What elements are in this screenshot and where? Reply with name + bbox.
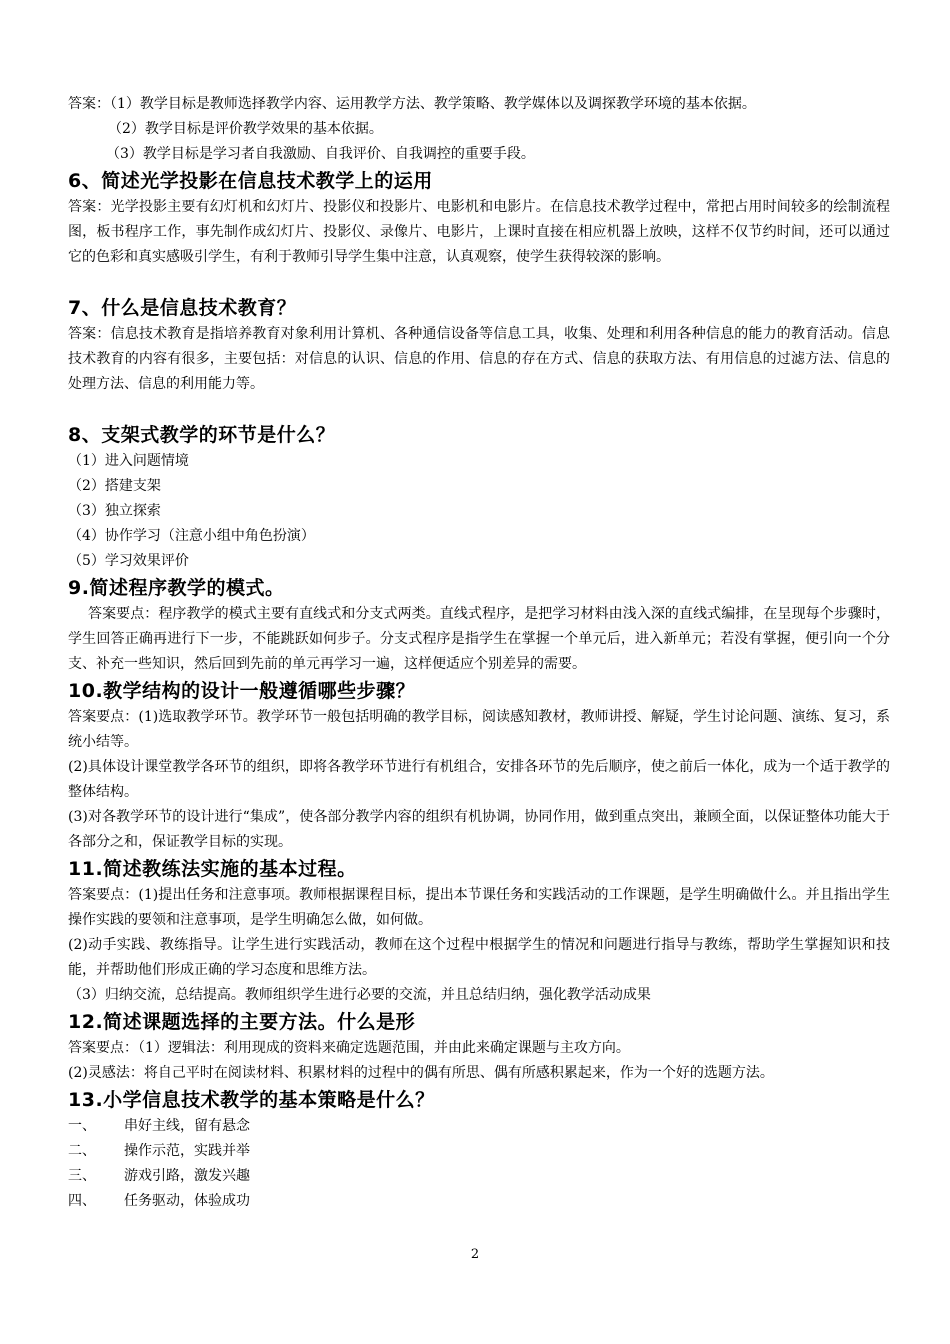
list-item <box>68 1164 890 1189</box>
answer-paragraph: 答案要点：（1）逻辑法：利用现成的资料来确定选题范围，并由此来确定课题与主攻方向。 <box>68 1040 630 1056</box>
question-heading: 12.简述课题选择的主要方法。什么是形 <box>68 1011 416 1033</box>
answer-paragraph: (2)灵感法：将自己平时在阅读材料、积累材料的过程中的偶有所思、偶有所感积累起来，作为一个好的选题方法。 <box>68 1065 774 1081</box>
list-number: 一、 <box>68 1118 96 1134</box>
answer-paragraph: 答案要点：(1)选取教学环节。教学环节一般包括明确的教学目标，阅读感知教材，教师讲授、解疑，学生讨论问题、演练、复习，系统小结等。 <box>68 709 890 750</box>
answer-paragraph: (3)对各教学环节的设计进行“集成”，使各部分教学内容的组织有机协调，协同作用，做到重点突出，兼顾全面，以保证整体功能大于各部分之和，保证教学目标的实现。 <box>68 809 890 850</box>
list-number: 四、 <box>68 1193 96 1209</box>
page-number: 2 <box>470 1247 480 1262</box>
question-heading: 7、什么是信息技术教育？ <box>68 297 297 319</box>
question-heading: 11.简述教练法实施的基本过程。 <box>68 858 357 880</box>
answer-paragraph: 答案要点：(1)提出任务和注意事项。教师根据课程目标，提出本节课任务和实践活动的工作课题，是学生明确做什么。并且指出学生操作实践的要领和注意事项，是学生明确怎么做，如何做。 <box>68 887 890 928</box>
question-heading: 10.教学结构的设计一般遵循哪些步骤？ <box>68 680 416 702</box>
answer-line: （2）教学目标是评价教学效果的基本依据。 <box>108 121 383 137</box>
answer-line: 答案：（1）教学目标是教师选择教学内容、运用教学方法、教学策略、教学媒体以及调探教学环境的基本依据。 <box>68 96 756 112</box>
list-item: （1）进入问题情境 <box>68 453 189 469</box>
list-item <box>68 1189 890 1214</box>
list-item: （3）独立探索 <box>68 503 161 519</box>
question-heading: 9.简述程序教学的模式。 <box>68 577 285 599</box>
list-item: （2）搭建支架 <box>68 478 161 494</box>
document-page <box>68 92 890 1214</box>
list-text: 操作示范，实践并举 <box>124 1143 250 1159</box>
list-number: 二、 <box>68 1143 96 1159</box>
question-heading: 13.小学信息技术教学的基本策略是什么？ <box>68 1089 435 1111</box>
answer-paragraph: 答案要点：程序教学的模式主要有直线式和分支式两类。直线式程序，是把学习材料由浅入深的直线式编排，在呈现每个步骤时，学生回答正确再进行下一步，不能跳跃如何步子。分支式程序是指学生在掌握一个单元后，进入新单元；若没有掌握，便引向一个分支、补充一些知识，然后回到先前的单元再学习一遍，这样便适应个别差异的需要。 <box>68 606 890 672</box>
list-text: 游戏引路，激发兴趣 <box>124 1168 250 1184</box>
list-item: （5）学习效果评价 <box>68 553 189 569</box>
answer-paragraph: (2)动手实践、教练指导。让学生进行实践活动，教师在这个过程中根据学生的情况和问题进行指导与教练，帮助学生掌握知识和技能，并帮助他们形成正确的学习态度和思维方法。 <box>68 937 890 978</box>
list-item: （4）协作学习（注意小组中角色扮演） <box>68 528 315 544</box>
list-item <box>68 1114 890 1139</box>
list-item <box>68 1139 890 1164</box>
answer-paragraph: （3）归纳交流，总结提高。教师组织学生进行必要的交流，并且总结归纳，强化教学活动成果 <box>68 987 651 1003</box>
answer-paragraph: 答案：光学投影主要有幻灯机和幻灯片、投影仪和投影片、电影机和电影片。在信息技术教学过程中，常把占用时间较多的绘制流程图，板书程序工作，事先制作成幻灯片、投影仪、录像片、电影片，上课时直接在相应机器上放映，这样不仅节约时间，还可以通过它的色彩和真实感吸引学生，有利于教师引导学生集中注意，认真观察，使学生获得较深的影响。 <box>68 199 890 265</box>
list-number: 三、 <box>68 1168 96 1184</box>
question-heading: 6、简述光学投影在信息技术教学上的运用 <box>68 170 433 192</box>
question-heading: 8、支架式教学的环节是什么？ <box>68 424 336 446</box>
answer-line: （3）教学目标是学习者自我激励、自我评价、自我调控的重要手段。 <box>106 146 535 162</box>
list-text: 任务驱动，体验成功 <box>124 1193 250 1209</box>
answer-paragraph: 答案：信息技术教育是指培养教育对象利用计算机、各种通信设备等信息工具，收集、处理和利用各种信息的能力的教育活动。信息技术教育的内容有很多，主要包括：对信息的认识、信息的作用、信息的存在方式、信息的获取方法、有用信息的过滤方法、信息的处理方法、信息的利用能力等。 <box>68 326 890 392</box>
list-text: 串好主线，留有悬念 <box>124 1118 250 1134</box>
answer-paragraph: (2)具体设计课堂教学各环节的组织，即将各教学环节进行有机组合，安排各环节的先后顺序，使之前后一体化，成为一个适于教学的整体结构。 <box>68 759 890 800</box>
